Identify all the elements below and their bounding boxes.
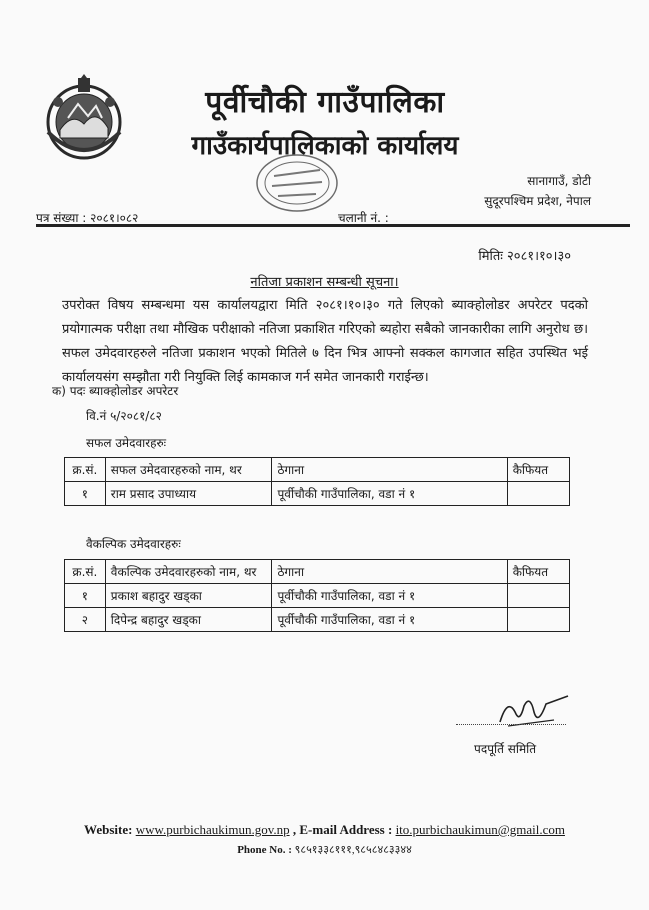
- signatory-committee: पदपूर्ति समिति: [474, 742, 537, 756]
- signature-mark: [494, 692, 574, 732]
- notice-body: उपरोक्त विषय सम्बन्धमा यस कार्यालयद्वारा मिति २०८१।१०।३० गते लिएको ब्याक्होलोडर अपरेटर पदको प्रयोगात्मक परीक्षा तथा मौखिक परीक्षाको नतिजा प्रकाशित गरिएको ब्यहोरा सबैको जानकारीका लागि अनुरोध छ। सफल उमेदवारहरुले नतिजा प्रकाशन भएको मितिले ७ दिन भित्र आफ्नो सक्कल कागजात सहित उपस्थित भई कार्यालयसंग सम्झौता गरी नियुक्ति लिई कामकाज गर्न समेत जानकारी गराईन्छ।: [62, 298, 588, 385]
- notice-date: मितिः २०८१।१०।३०: [478, 249, 571, 264]
- cell-remarks: [507, 608, 569, 632]
- website-link[interactable]: www.purbichaukimun.gov.np: [135, 822, 290, 837]
- alternate-heading: वैकल्पिक उमेदवारहरुः: [86, 537, 181, 551]
- cell-name: दिपेन्द्र बहादुर खड्का: [105, 608, 272, 632]
- cell-address: पूर्वीचौकी गाउँपालिका, वडा नं १: [272, 584, 507, 608]
- col-remarks: कैफियत: [507, 560, 569, 584]
- email-label: , E-mail Address :: [292, 822, 393, 837]
- successful-candidates-table: [64, 457, 570, 506]
- cell-remarks: [507, 482, 569, 506]
- cell-serial: २: [65, 608, 106, 632]
- cell-serial: १: [65, 584, 106, 608]
- municipality-title: पूर्वीचौकी गाउँपालिका: [205, 85, 445, 120]
- table-header-row: [65, 458, 570, 482]
- nepal-emblem-icon: [38, 72, 130, 164]
- cell-name: राम प्रसाद उपाध्याय: [105, 482, 272, 506]
- cell-name: प्रकाश बहादुर खड्का: [105, 584, 272, 608]
- table-row: [65, 584, 570, 608]
- table-row: [65, 482, 570, 506]
- email-link[interactable]: ito.purbichaukimun@gmail.com: [395, 822, 565, 837]
- office-seal-stamp: [252, 150, 342, 216]
- notice-subject: नतिजा प्रकाशन सम्बन्धी सूचना।: [250, 275, 399, 290]
- col-serial: क्र.सं.: [65, 560, 106, 584]
- phone-numbers: ९८५१३३८१११,९८५८४८३३४४: [294, 844, 412, 856]
- website-label: Website:: [84, 822, 133, 837]
- phone-label: Phone No. :: [237, 844, 292, 856]
- col-name: सफल उमेदवारहरुको नाम, थर: [105, 458, 272, 482]
- table-row: [65, 608, 570, 632]
- cell-remarks: [507, 584, 569, 608]
- col-address: ठेगाना: [272, 458, 507, 482]
- header-divider: [36, 224, 630, 227]
- successful-heading: सफल उमेदवारहरुः: [86, 436, 167, 450]
- col-name: वैकल्पिक उमेदवारहरुको नाम, थर: [105, 560, 272, 584]
- office-title: गाउँकार्यपालिकाको कार्यालय: [191, 131, 459, 161]
- col-remarks: कैफियत: [507, 458, 569, 482]
- cell-address: पूर्वीचौकी गाउँपालिका, वडा नं १: [272, 482, 507, 506]
- cell-serial: १: [65, 482, 106, 506]
- office-address-local: सानागाउँ, डोटी: [527, 174, 591, 188]
- cell-address: पूर्वीचौकी गाउँपालिका, वडा नं १: [272, 608, 507, 632]
- col-serial: क्र.सं.: [65, 458, 106, 482]
- table-header-row: [65, 560, 570, 584]
- footer-contact: [0, 822, 649, 838]
- alternate-candidates-table: [64, 559, 570, 632]
- advertisement-number: वि.नं ५/२०८१/८२: [86, 409, 162, 423]
- footer-phone: [0, 842, 649, 857]
- post-title: क) पदः ब्याक्होलोडर अपरेटर: [52, 384, 179, 398]
- letter-reference-number: पत्र संख्या : २०८१।०८२: [36, 211, 139, 225]
- office-address-province: सुदूरपश्चिम प्रदेश, नेपाल: [484, 194, 591, 208]
- col-address: ठेगाना: [272, 560, 507, 584]
- signature-line: [456, 724, 566, 725]
- dispatch-number: चलानी नं. :: [338, 211, 389, 225]
